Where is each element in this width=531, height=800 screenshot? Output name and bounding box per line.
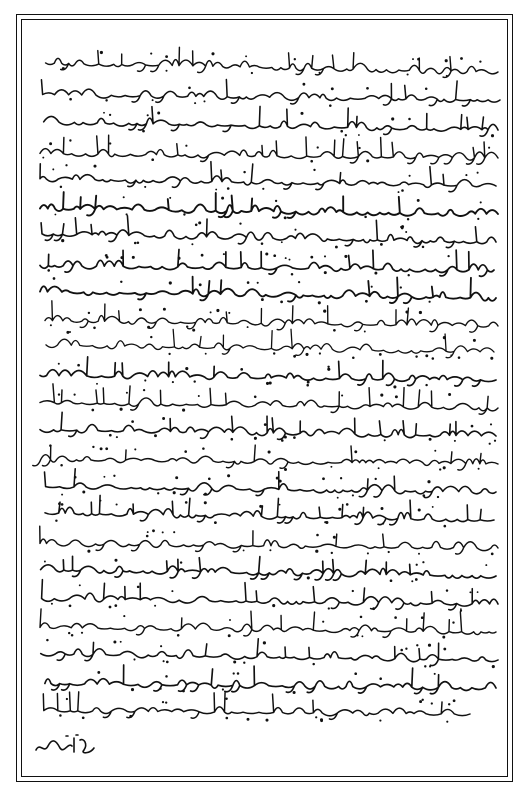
handwritten-line <box>40 135 498 164</box>
handwritten-line <box>41 639 498 668</box>
handwritten-line <box>40 162 496 193</box>
handwritten-line <box>41 216 496 249</box>
handwritten-line <box>43 692 470 723</box>
catchword-signature <box>30 732 100 760</box>
handwritten-line <box>40 412 496 444</box>
handwritten-line <box>44 469 496 499</box>
handwritten-line <box>40 192 498 220</box>
handwritten-line <box>41 556 496 582</box>
handwritten-line <box>45 301 498 333</box>
handwritten-line <box>46 47 498 77</box>
handwritten-line <box>45 665 496 694</box>
handwritten-line <box>40 357 496 389</box>
catchword <box>30 732 100 760</box>
handwritten-line <box>40 277 496 305</box>
handwritten-line <box>41 80 500 107</box>
handwritten-line <box>40 609 496 639</box>
handwritten-line <box>45 495 494 527</box>
handwritten-line <box>40 384 498 414</box>
handwritten-line <box>40 526 498 555</box>
handwritten-line <box>42 580 498 612</box>
handwritten-line <box>44 106 498 137</box>
handwritten-line <box>46 329 494 360</box>
handwritten-line <box>40 249 494 276</box>
handwritten-line <box>33 444 498 471</box>
